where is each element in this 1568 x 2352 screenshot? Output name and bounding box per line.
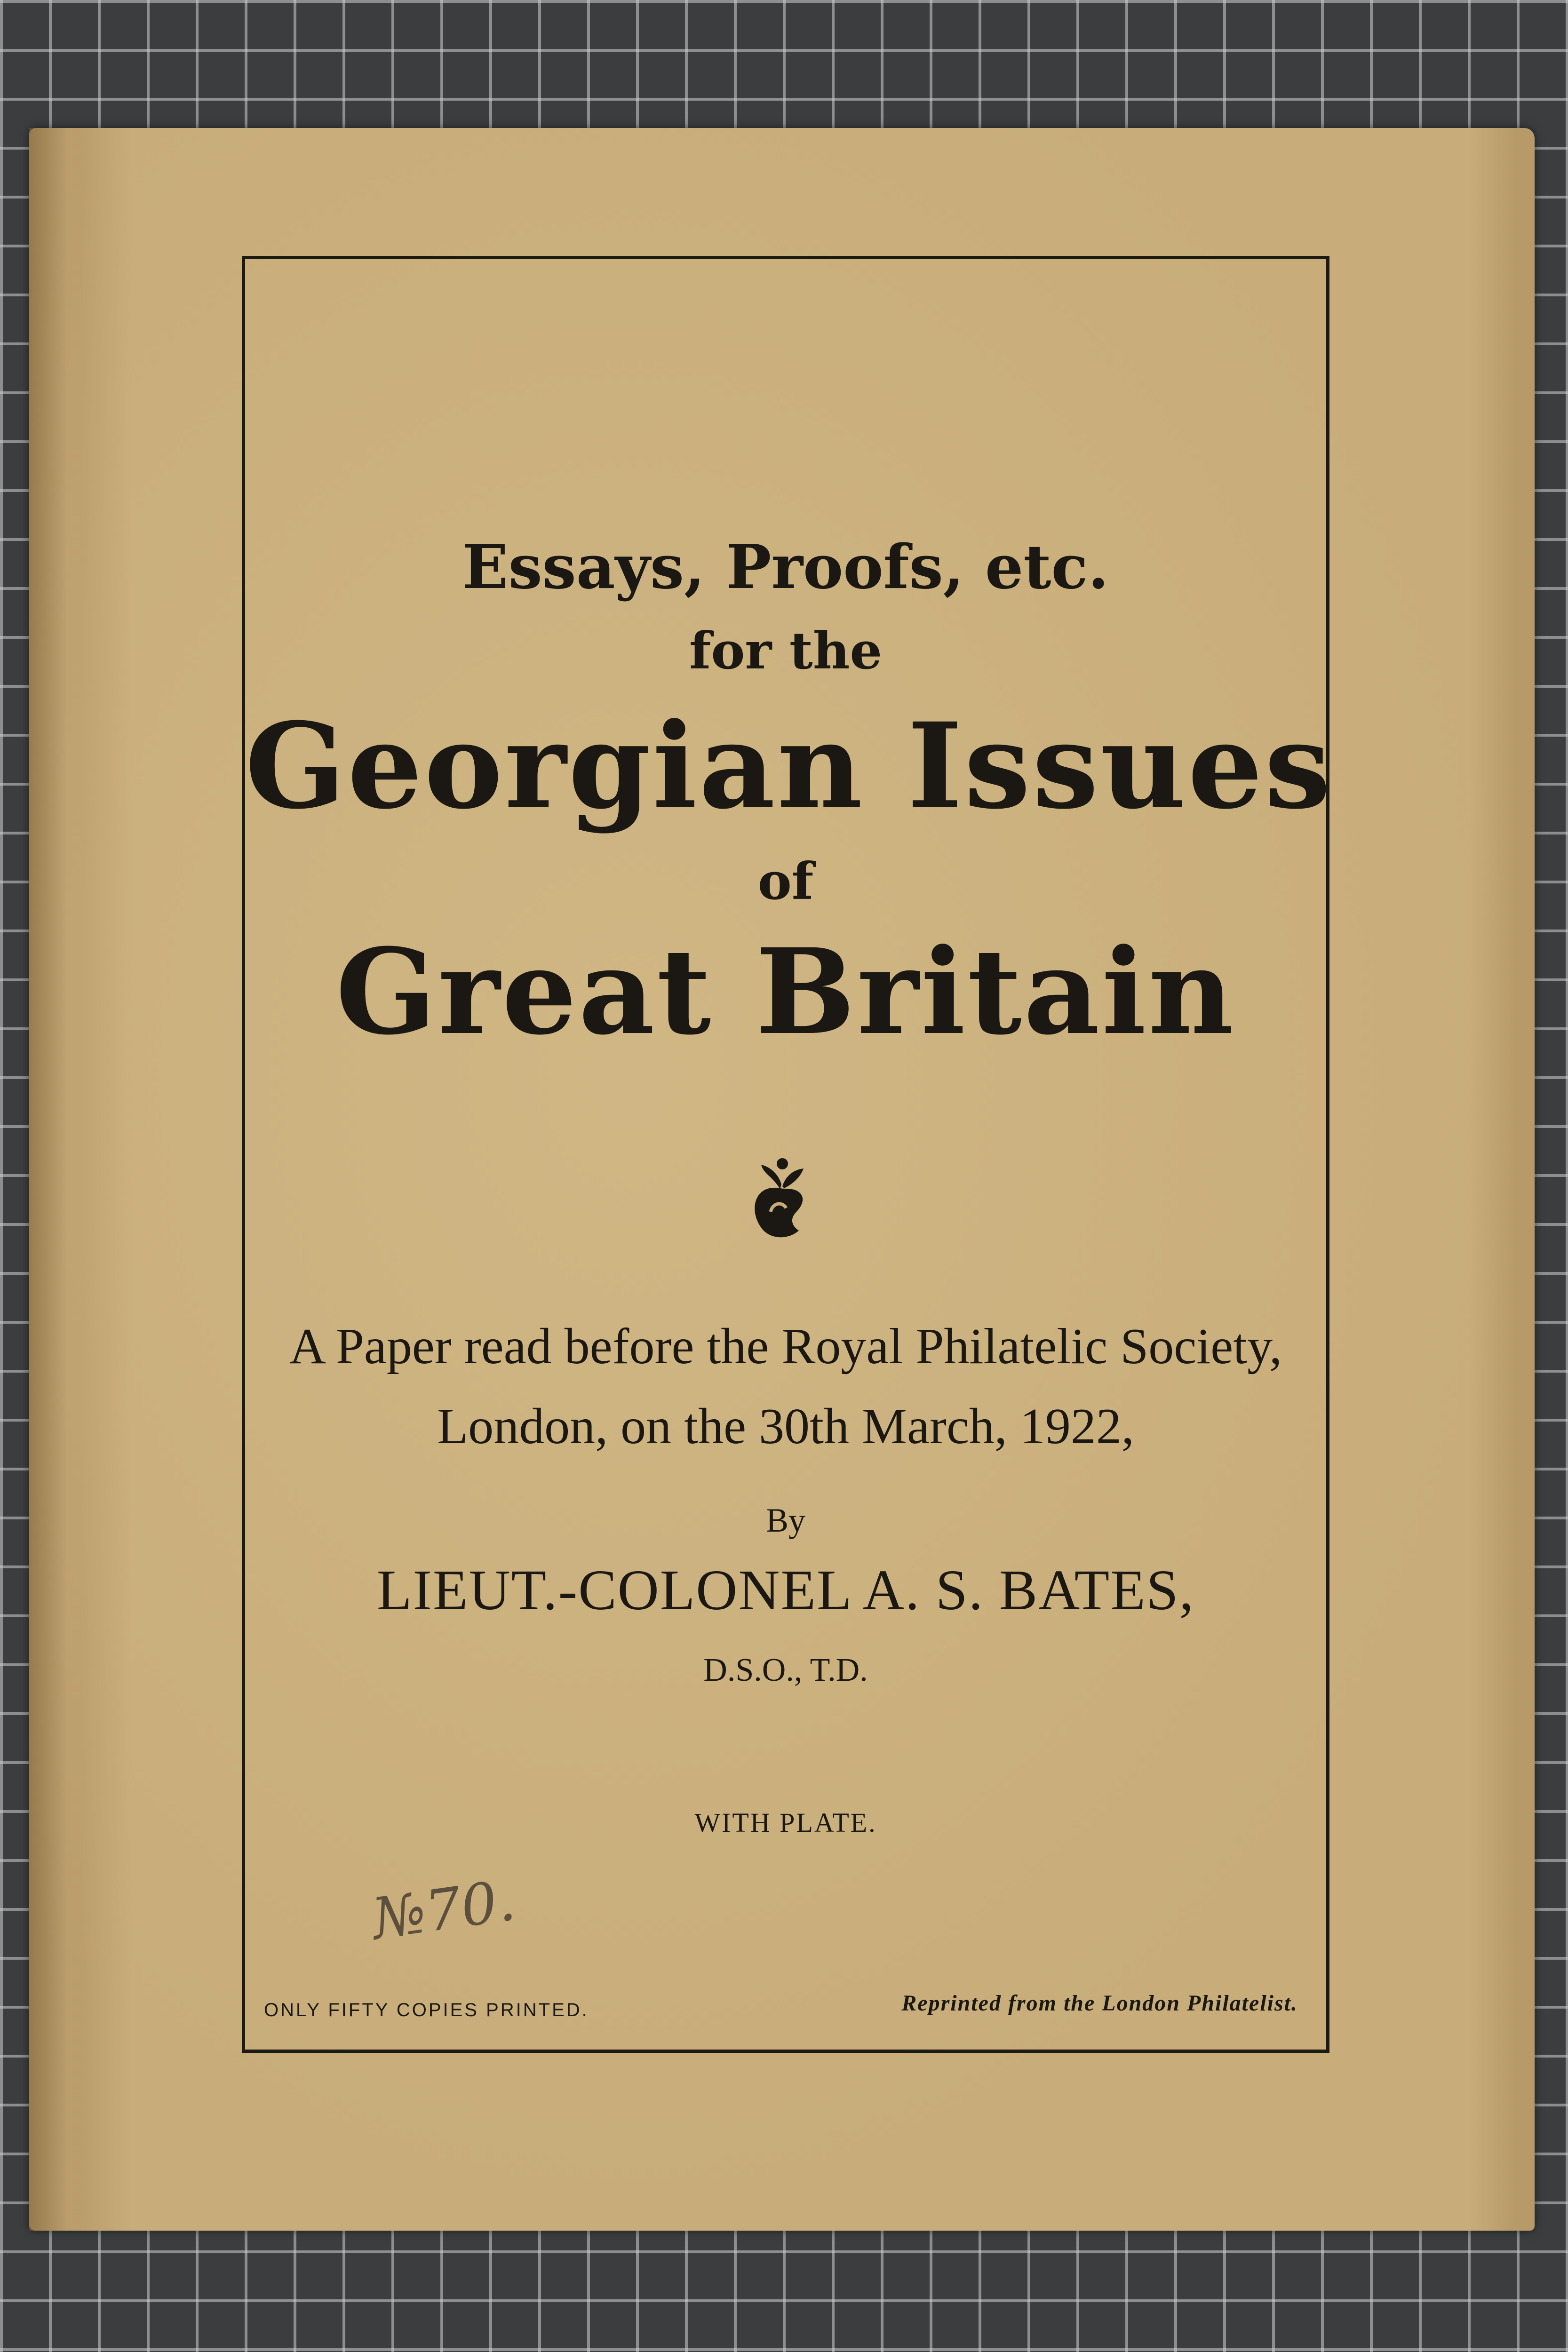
cover-border-frame	[242, 256, 1333, 2053]
author-name: LIEUT.-COLONEL A. S. BATES,	[376, 1558, 1195, 1622]
spine-edge	[29, 128, 66, 2231]
paper-description-line2: London, on the 30th March, 1922,	[437, 1398, 1134, 1454]
title-line-for-the: for the	[689, 621, 883, 681]
title-line-of: of	[757, 852, 814, 911]
handwritten-copy-number: №70.	[368, 1867, 519, 1953]
title-line-great-britain: Great Britain	[335, 922, 1236, 1061]
author-honours: D.S.O., T.D.	[703, 1652, 868, 1688]
title-line-essays: Essays, Proofs, etc.	[462, 532, 1109, 603]
by-label: By	[765, 1502, 806, 1539]
booklet-cover	[29, 128, 1535, 2231]
title-line-georgian-issues: Georgian Issues	[245, 697, 1333, 835]
with-plate-note: WITH PLATE.	[694, 1807, 877, 1838]
reprint-source-note: Reprinted from the London Philatelist.	[901, 1991, 1298, 2016]
fleuron-icon	[745, 1155, 815, 1240]
limited-edition-note: ONLY FIFTY COPIES PRINTED.	[264, 2000, 589, 2020]
paper-description-line1: A Paper read before the Royal Philatelic Society,	[289, 1319, 1282, 1375]
